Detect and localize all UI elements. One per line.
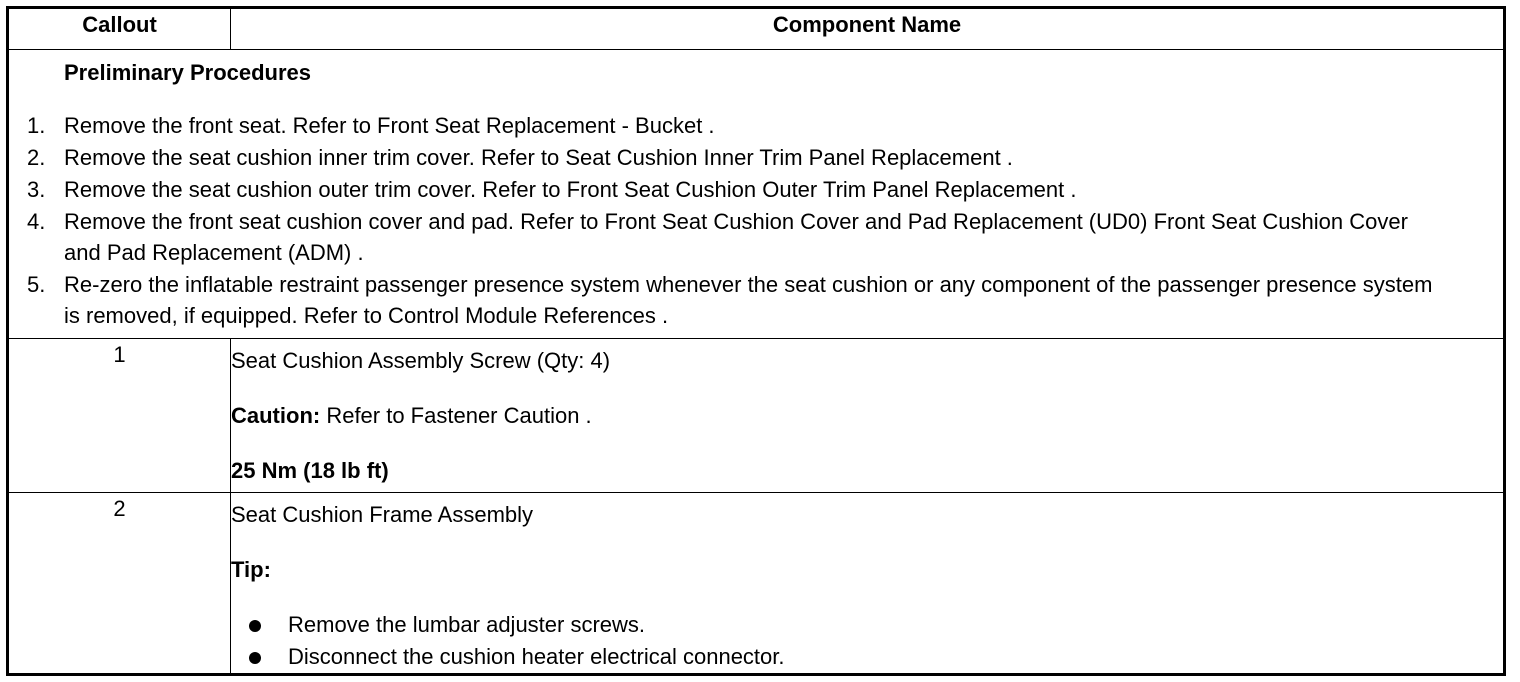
- header-callout: Callout: [8, 8, 231, 50]
- step-number: 1.: [27, 113, 46, 138]
- callout-number: 1: [8, 339, 231, 493]
- component-name: Seat Cushion Frame Assembly: [231, 502, 534, 527]
- list-item: [231, 641, 1503, 673]
- step-item: [9, 110, 1503, 141]
- component-cell: [231, 339, 1505, 493]
- tip-list: [231, 609, 1503, 673]
- tip-text: Disconnect the cushion heater electrical connector.: [288, 644, 785, 669]
- step-number: 4.: [27, 209, 46, 234]
- step-item: [9, 206, 1503, 268]
- tip-label: Tip:: [231, 557, 271, 582]
- header-component-name: Component Name: [231, 8, 1505, 50]
- step-number: 2.: [27, 145, 46, 170]
- preliminary-cell: [8, 50, 1505, 339]
- table-row: [8, 339, 1505, 493]
- component-cell: [231, 493, 1505, 675]
- step-text: Remove the seat cushion inner trim cover. Refer to Seat Cushion Inner Trim Panel Replacement .: [64, 145, 1013, 170]
- caution-text: Refer to Fastener Caution .: [320, 403, 592, 428]
- list-item: [231, 609, 1503, 641]
- preliminary-row: [8, 50, 1505, 339]
- table-header-row: [8, 8, 1505, 50]
- preliminary-steps: [9, 110, 1503, 331]
- callout-number: 2: [8, 493, 231, 675]
- bullet-icon: [249, 620, 261, 632]
- step-item: [9, 142, 1503, 173]
- component-table: [6, 6, 1506, 676]
- step-item: [9, 174, 1503, 205]
- step-number: 5.: [27, 272, 46, 297]
- caution-label: Caution:: [231, 403, 321, 428]
- component-name: Seat Cushion Assembly Screw (Qty: 4): [231, 348, 611, 373]
- preliminary-title: Preliminary Procedures: [64, 60, 312, 85]
- step-number: 3.: [27, 177, 46, 202]
- bullet-icon: [249, 652, 261, 664]
- step-text: Remove the front seat cushion cover and pad. Refer to Front Seat Cushion Cover and Pad Replacement (UD0) Front Seat Cushion Cover and Pad Replacement (ADM) .: [64, 209, 1408, 265]
- step-text: Re-zero the inflatable restraint passenger presence system whenever the seat cushion or any component of the passenger presence system is removed, if equipped. Refer to Control Module References .: [64, 272, 1433, 328]
- step-text: Remove the front seat. Refer to Front Seat Replacement - Bucket .: [64, 113, 715, 138]
- caution-line: [231, 400, 1503, 432]
- torque-spec: 25 Nm (18 lb ft): [231, 458, 389, 483]
- tip-text: Remove the lumbar adjuster screws.: [288, 612, 646, 637]
- table-row: [8, 493, 1505, 675]
- step-text: Remove the seat cushion outer trim cover. Refer to Front Seat Cushion Outer Trim Panel Replacement .: [64, 177, 1077, 202]
- step-item: [9, 269, 1503, 331]
